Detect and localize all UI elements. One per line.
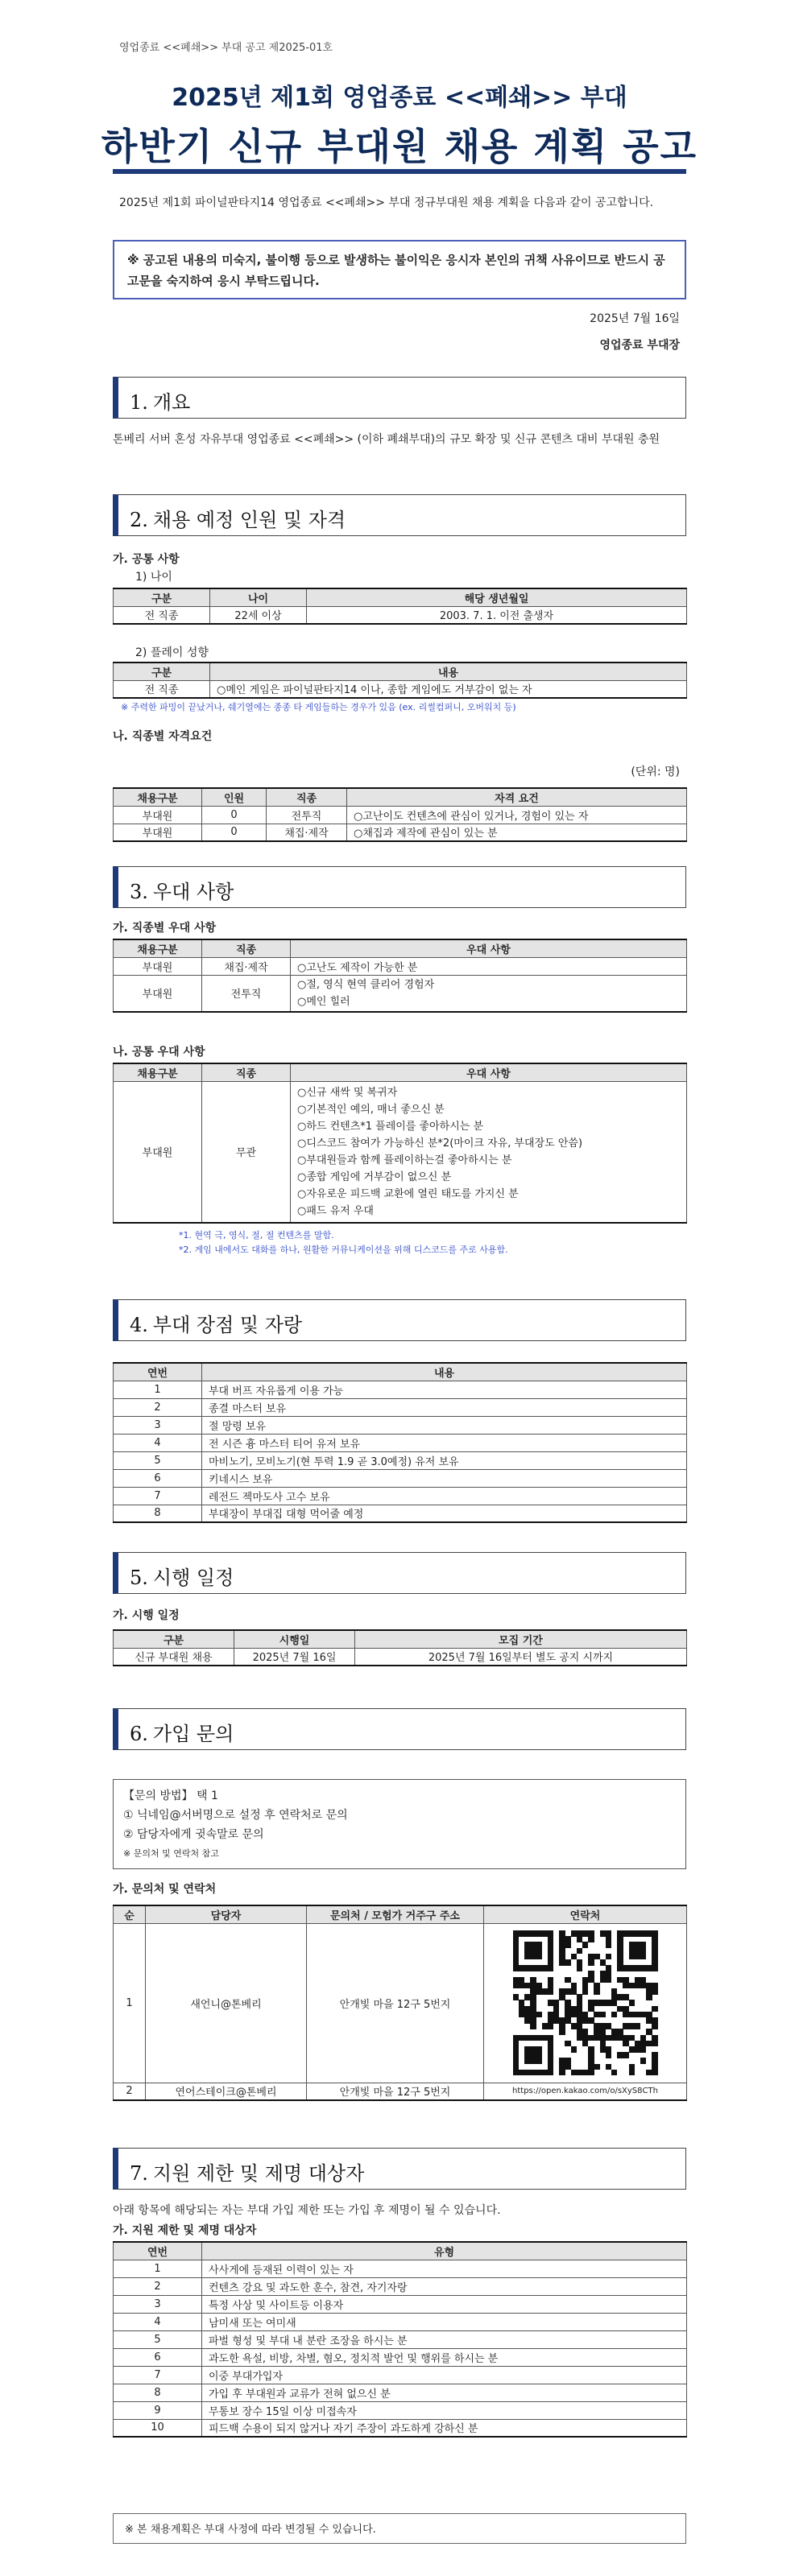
table-cell	[484, 1923, 687, 2083]
inquiry-method-box	[113, 1779, 686, 1869]
age-table-header: 나이	[210, 588, 307, 606]
qr-module	[640, 2046, 647, 2053]
table-cell: 마비노기, 모비노기(현 투력 1.9 곧 3.0예정) 유저 보유	[202, 1451, 687, 1469]
pref-line: ○자유로운 피드백 교환에 열린 태도를 가지신 분	[297, 1187, 519, 1200]
table-cell: 5	[114, 2330, 202, 2348]
section-1-heading: 1. 개요	[113, 377, 686, 419]
table-cell: 2025년 7월 16일부터 별도 공지 시까지	[355, 1648, 687, 1666]
qr-module	[611, 2012, 618, 2018]
age-table-header: 구분	[114, 588, 210, 606]
play-style-label: 2) 플레이 성향	[135, 646, 209, 659]
table-cell: 2	[114, 1398, 202, 1416]
table-cell: 무통보 장수 15일 이상 미접속자	[202, 2401, 687, 2419]
age-label: 1) 나이	[135, 571, 172, 584]
table-cell	[291, 975, 687, 1012]
table-cell: 파벌 형성 및 부대 내 분란 조장을 하시는 분	[202, 2330, 687, 2348]
qr-module	[536, 1954, 542, 1960]
table-cell: 부대원	[114, 824, 202, 841]
pref-line: ○절, 영식 현역 클리어 경험자	[297, 978, 435, 991]
table-cell: 남미새 또는 여미새	[202, 2313, 687, 2330]
notice-signer: 영업종료 부대장	[599, 339, 680, 352]
qr-module	[588, 2070, 594, 2076]
table-cell: 9	[114, 2401, 202, 2419]
table-cell: 연어스테이크@톤베리	[146, 2083, 307, 2100]
table-cell: 7	[114, 2366, 202, 2384]
table-cell: 전 직종	[114, 680, 210, 698]
table-cell: 사사게에 등재된 이력이 있는 자	[202, 2260, 687, 2277]
inquiry-method-1: ① 닉네임@서버명으로 설정 후 연락처로 문의	[123, 1809, 348, 1822]
table-cell: 부대원	[114, 975, 202, 1012]
qr-module	[559, 2070, 565, 2076]
qr-module	[611, 2070, 618, 2076]
table-row	[114, 1416, 687, 1434]
table-row	[114, 1469, 687, 1487]
table-row	[114, 2313, 687, 2330]
table-cell: 과도한 욕설, 비방, 차별, 혐오, 정치적 발언 및 행위를 하시는 분	[202, 2348, 687, 2366]
table-row	[114, 606, 687, 624]
qr-module	[577, 1965, 583, 1971]
restriction-table	[113, 2241, 687, 2438]
contact-header: 담당자	[146, 1905, 307, 1923]
job-preference-table	[113, 939, 687, 1013]
table-cell: ○고난도 제작이 가능한 분	[291, 957, 687, 975]
table-cell: 전투직	[202, 975, 291, 1012]
inquiry-method-title: 【문의 방법】 택 1	[123, 1790, 218, 1802]
table-row	[114, 2401, 687, 2419]
advantages-header: 내용	[202, 1363, 687, 1381]
table-row	[114, 2330, 687, 2348]
inquiry-method-2: ② 담당자에게 귓속말로 문의	[123, 1828, 264, 1841]
kakao-link[interactable]: https://open.kakao.com/o/sXyS8CTh	[484, 2083, 687, 2100]
table-row	[114, 1505, 687, 1522]
pref-line: ○부대원들과 함께 플레이하는걸 좋아하시는 분	[297, 1154, 512, 1166]
table-cell: 레전드 젝마도사 고수 보유	[202, 1487, 687, 1505]
schedule-header: 구분	[114, 1630, 234, 1648]
section-4-heading: 4. 부대 장점 및 자랑	[113, 1299, 686, 1341]
section-7-heading: 7. 지원 제한 및 제명 대상자	[113, 2148, 686, 2190]
table-row	[114, 1434, 687, 1451]
job-table-header: 직종	[267, 788, 347, 806]
table-cell: 7	[114, 1487, 202, 1505]
table-cell: ○채집과 제작에 관심이 있는 분	[347, 824, 687, 841]
table-cell: 가입 후 부대원과 교류가 전혀 없으신 분	[202, 2384, 687, 2401]
table-row	[114, 1648, 687, 1666]
section-7-intro: 아래 항목에 해당되는 자는 부대 가입 제한 또는 가입 후 제명이 될 수 있습니다.	[113, 2204, 501, 2217]
qr-module	[652, 1988, 658, 1995]
table-row	[114, 2083, 687, 2100]
play-table-header: 구분	[114, 663, 210, 680]
common-pref-header: 우대 사항	[291, 1063, 687, 1081]
qr-module	[652, 2023, 658, 2029]
age-table	[113, 588, 687, 625]
table-cell: 8	[114, 2384, 202, 2401]
table-cell: 부대원	[114, 1081, 202, 1223]
section-6-heading: 6. 가입 문의	[113, 1708, 686, 1750]
qr-module	[623, 2052, 629, 2058]
qr-module	[536, 2012, 542, 2018]
table-cell: 1	[114, 1381, 202, 1398]
section-2-sub-a: 가. 공통 사항	[113, 553, 180, 566]
qr-module	[536, 2058, 542, 2064]
table-cell: 1	[114, 2260, 202, 2277]
age-table-header: 해당 생년월일	[307, 588, 687, 606]
contact-header: 순	[114, 1905, 146, 1923]
qr-module	[588, 1959, 594, 1966]
table-row	[114, 1081, 687, 1223]
common-pref-header: 채용구분	[114, 1063, 202, 1081]
contact-table	[113, 1905, 687, 2101]
pref-table-header: 채용구분	[114, 939, 202, 957]
section-3-heading: 3. 우대 사항	[113, 866, 686, 908]
notice-number: 영업종료 <<폐쇄>> 부대 공고 제2025-01호	[119, 42, 333, 54]
table-row	[114, 2419, 687, 2437]
notice-title-line1: 2025년 제1회 영업종료 <<폐쇄>> 부대	[172, 84, 627, 112]
qr-module	[548, 1965, 554, 1971]
pref-line: ○메인 힐러	[297, 995, 350, 1008]
advantages-header: 연번	[114, 1363, 202, 1381]
qr-module	[640, 1954, 647, 1960]
qr-module	[600, 2012, 606, 2018]
table-row	[114, 1923, 687, 2083]
play-style-table	[113, 662, 687, 699]
job-table-header: 자격 요건	[347, 788, 687, 806]
qr-module	[606, 1942, 612, 1948]
table-cell: 부대원	[114, 806, 202, 824]
qr-module	[629, 2000, 635, 2006]
table-row	[114, 1381, 687, 1398]
table-row	[114, 975, 687, 1012]
pref-table-header: 우대 사항	[291, 939, 687, 957]
section-1-body: 톤베리 서버 혼성 자유부대 영업종료 <<폐쇄>> (이하 폐쇄부대)의 규모 확장 및 신규 콘텐츠 대비 부대원 충원	[113, 433, 660, 446]
table-cell: 이중 부대가입자	[202, 2366, 687, 2384]
qr-module	[652, 2070, 658, 2076]
job-requirements-table	[113, 787, 687, 842]
table-cell: 22세 이상	[210, 606, 307, 624]
unit-label: (단위: 명)	[631, 766, 680, 778]
table-row	[114, 2366, 687, 2384]
table-cell: 6	[114, 1469, 202, 1487]
qr-module	[652, 1965, 658, 1971]
table-cell	[291, 1081, 687, 1223]
final-note: ※ 본 채용계획은 부대 사정에 따라 변경될 수 있습니다.	[113, 2513, 686, 2544]
table-cell: 새언니@톤베리	[146, 1923, 307, 2083]
table-cell: 무관	[202, 1081, 291, 1223]
job-table-header: 채용구분	[114, 788, 202, 806]
notice-title-line2: 하반기 신규 부대원 채용 계획 공고	[101, 125, 698, 168]
common-pref-header: 직종	[202, 1063, 291, 1081]
intro-text: 2025년 제1회 파이널판타지14 영업종료 <<폐쇄>> 부대 정규부대원 채용 계획을 다음과 같이 공고합니다.	[119, 196, 654, 209]
qr-module	[588, 1936, 594, 1942]
notice-date: 2025년 7월 16일	[590, 312, 680, 325]
table-cell: 4	[114, 2313, 202, 2330]
section-5-heading: 5. 시행 일정	[113, 1552, 686, 1594]
restriction-header: 연번	[114, 2242, 202, 2260]
section-5-sub-a: 가. 시행 일정	[113, 1609, 180, 1622]
table-row	[114, 2295, 687, 2313]
qr-module	[548, 2023, 554, 2029]
section-7-sub-a: 가. 지원 제한 및 제명 대상자	[113, 2224, 257, 2237]
table-cell: 안개빛 마을 12구 5번지	[307, 2083, 484, 2100]
notice-box: ※ 공고된 내용의 미숙지, 불이행 등으로 발생하는 불이익은 응시자 본인의 귀책 사유이므로 반드시 공고문을 숙지하여 응시 부탁드립니다.	[113, 240, 686, 299]
table-cell: 피드백 수용이 되지 않거나 자기 주장이 과도하게 강하신 분	[202, 2419, 687, 2437]
pref-line: ○하드 컨텐츠*1 플레이를 좋아하시는 분	[297, 1120, 484, 1133]
table-cell: 10	[114, 2419, 202, 2437]
restriction-header: 유형	[202, 2242, 687, 2260]
table-row	[114, 2384, 687, 2401]
pref-line: ○종합 게임에 거부감이 없으신 분	[297, 1170, 452, 1183]
pref-line: ○신규 새싹 및 복귀자	[297, 1086, 398, 1099]
table-row	[114, 1487, 687, 1505]
section-2-heading: 2. 채용 예정 인원 및 자격	[113, 494, 686, 536]
table-cell: 0	[202, 806, 267, 824]
table-cell: 부대원	[114, 957, 202, 975]
qr-module	[577, 1948, 583, 1955]
table-row	[114, 680, 687, 698]
qr-module	[594, 1988, 600, 1995]
table-row	[114, 2348, 687, 2366]
table-cell: 1	[114, 1923, 146, 2083]
contact-header: 문의처 / 모험가 거주구 주소	[307, 1905, 484, 1923]
advantages-table	[113, 1362, 687, 1523]
table-row	[114, 824, 687, 841]
pref-line: ○기본적인 예의, 매너 좋으신 분	[297, 1103, 445, 1116]
qr-module	[606, 1954, 612, 1960]
section-3-sub-b: 나. 공통 우대 사항	[113, 1046, 205, 1059]
schedule-table	[113, 1629, 687, 1666]
qr-module	[571, 2046, 578, 2053]
table-cell: 2003. 7. 1. 이전 출생자	[307, 606, 687, 624]
table-cell: ○고난이도 컨텐츠에 관심이 있거나, 경험이 있는 자	[347, 806, 687, 824]
job-table-header: 인원	[202, 788, 267, 806]
table-row	[114, 2277, 687, 2295]
table-cell: 3	[114, 2295, 202, 2313]
pref-table-header: 직종	[202, 939, 291, 957]
table-cell: 2	[114, 2083, 146, 2100]
inquiry-method-note: ※ 문의처 및 연락처 참고	[123, 1848, 219, 1859]
title-divider	[113, 169, 686, 174]
table-row	[114, 2260, 687, 2277]
qr-code-icon[interactable]	[513, 1930, 658, 2075]
table-cell: 키네시스 보유	[202, 1469, 687, 1487]
play-table-header: 내용	[210, 663, 687, 680]
qr-module	[565, 1959, 571, 1966]
table-cell: 5	[114, 1451, 202, 1469]
qr-module	[582, 1942, 589, 1948]
qr-module	[530, 2023, 536, 2029]
table-cell: 전투직	[267, 806, 347, 824]
qr-module	[548, 1988, 554, 1995]
pref-line: ○디스코드 참여가 가능하신 분*2(마이크 자유, 부대장도 안씀)	[297, 1137, 583, 1150]
table-cell: 3	[114, 1416, 202, 1434]
contact-header: 연락처	[484, 1905, 687, 1923]
qr-module	[652, 2041, 658, 2047]
qr-module	[559, 2029, 565, 2035]
qr-module	[594, 2064, 600, 2070]
table-cell: 8	[114, 1505, 202, 1522]
qr-module	[640, 2058, 647, 2064]
table-cell: ○메인 게임은 파이널판타지14 이나, 종합 게임에도 거부감이 없는 자	[210, 680, 687, 698]
qr-module	[565, 1942, 571, 1948]
table-cell: 채집·제작	[202, 957, 291, 975]
table-cell: 2	[114, 2277, 202, 2295]
table-cell: 0	[202, 824, 267, 841]
qr-module	[606, 1977, 612, 1984]
schedule-header: 시행일	[234, 1630, 355, 1648]
play-style-note: ※ 주력한 파밍이 끝났거나, 쉐기열에는 종종 타 게임들하는 경우가 있음 (ex. 리썰컴퍼니, 오버워치 등)	[121, 702, 516, 712]
common-preference-table	[113, 1063, 687, 1224]
section-6-sub-a: 가. 문의처 및 연락처	[113, 1883, 217, 1896]
table-cell: 4	[114, 1434, 202, 1451]
table-cell: 컨텐츠 강요 및 과도한 훈수, 참견, 자기자랑	[202, 2277, 687, 2295]
table-cell: 전 시즌 흉 마스터 티어 유저 보유	[202, 1434, 687, 1451]
table-cell: 6	[114, 2348, 202, 2366]
table-cell: 2025년 7월 16일	[234, 1648, 355, 1666]
table-cell: 절 망령 보유	[202, 1416, 687, 1434]
qr-module	[635, 2023, 641, 2029]
preference-note-2: *2. 게임 내에서도 대화를 하나, 원활한 커뮤니케이션을 위해 디스코드를 주로 사용함.	[179, 1245, 508, 1255]
table-row	[114, 1398, 687, 1416]
qr-module	[582, 1988, 589, 1995]
section-2-sub-b: 나. 직종별 자격요건	[113, 730, 213, 743]
schedule-header: 모집 기간	[355, 1630, 687, 1648]
qr-module	[646, 1994, 652, 2000]
table-cell: 채집·제작	[267, 824, 347, 841]
table-cell: 부대 버프 자유롭게 이용 가능	[202, 1381, 687, 1398]
table-row	[114, 1451, 687, 1469]
section-3-sub-a: 가. 직종별 우대 사항	[113, 922, 217, 935]
qr-module	[629, 2070, 635, 2076]
qr-module	[652, 2006, 658, 2013]
table-cell: 전 직종	[114, 606, 210, 624]
table-row	[114, 806, 687, 824]
table-row	[114, 957, 687, 975]
table-cell: 안개빛 마을 12구 5번지	[307, 1923, 484, 2083]
pref-line: ○패드 유저 우대	[297, 1204, 374, 1217]
qr-module	[606, 2052, 612, 2058]
qr-module	[548, 2070, 554, 2076]
table-cell: 부대장이 부대집 대형 먹어줄 예정	[202, 1505, 687, 1522]
table-cell: 종결 마스터 보유	[202, 1398, 687, 1416]
preference-note-1: *1. 현역 극, 영식, 절, 절 컨텐츠를 말함.	[179, 1230, 334, 1241]
table-cell: 특정 사상 및 사이트등 이용자	[202, 2295, 687, 2313]
table-cell: 신규 부대원 채용	[114, 1648, 234, 1666]
